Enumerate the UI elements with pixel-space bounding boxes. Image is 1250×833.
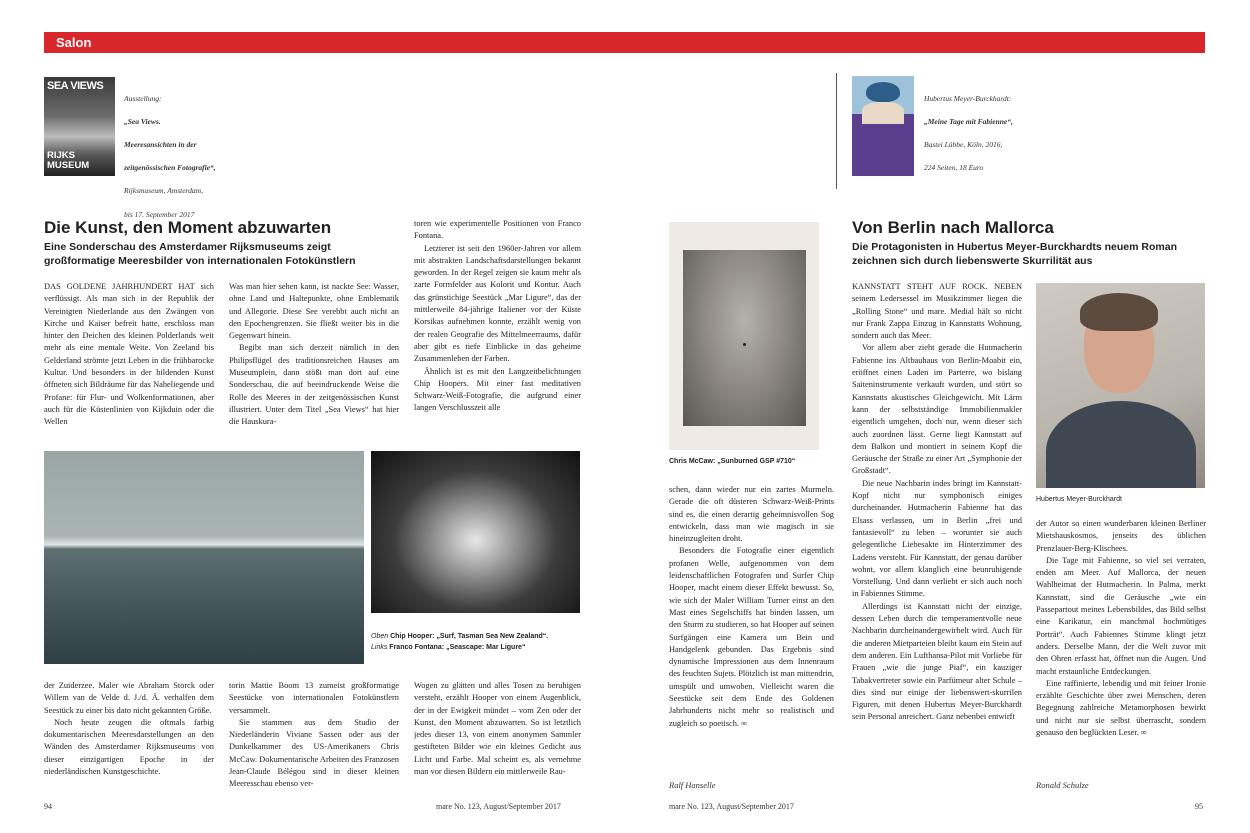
article2-signature: Ronald Schulze: [1036, 780, 1089, 790]
mccaw-caption: Chris McCaw: „Sunburned GSP #710“: [669, 458, 796, 465]
sun-dot: [743, 343, 746, 346]
divider-line: [836, 73, 837, 189]
poster-museum: RIJKS MUSEUM: [47, 150, 90, 171]
poster-title: SEA VIEWS: [47, 80, 104, 92]
paragraph: Die neue Nachbarin indes bringt im Kannstatt-Kopf nicht nur symphonisch einiges durcheinander. Hutmacherin Fabienne hat das Elsass verlassen, um in Berlin „frei und fantasievoll“ zu leben – worunter sie auch gelegentliche Liebesakte im Hinterzimmer des Ladens versteht. Für Kannstatt, der genau darüber wohnt, vor allem klanglich eine beunruhigende Vorstellung. Und dann verliebt er sich auch noch in Fabiennes Stimme.: [852, 478, 1022, 599]
paragraph: Wogen zu glätten und alles Tosen zu beruhigen versteht, erzählt Hooper von einem Augenblick, der in der Ewigkeit mündet – vom Zen oder der Kunst, den Moment abzuwarten. So ist letztlich jedes dieser 13, von einem anonymen Sammler gestifteten Bilder wie ein kleines Gedicht aus Licht und Farbe. Mal scheint es, als vernehme man vor diesen Bildern ein mittlerweile Rau-: [414, 681, 581, 777]
section-label: Salon: [56, 35, 92, 50]
paragraph: DAS GOLDENE JAHRHUNDERT HAT sich verflüssigt. Als man sich in der Republik der Vereinigten Niederlande aus den Zwängen von Kirche und Kaiser befreit hatte, erschloss man hinter den Deichen des kleinen Polderlands weit mehr als eine mentale Weite. Von Zeeland bis Gelderland strömte jetzt Leben in die frühbarocke Kultur. Und besonders in der bildenden Kunst öffneten sich Bildräume für das Naheliegende und Profane: für Flur- und Wolkenformationen, aber auch für die Küstenlinien von Kijkduin oder die Wellen: [44, 282, 214, 427]
article1-col4: [669, 484, 834, 764]
portrait-photo: [1036, 283, 1205, 488]
article1-col1-bottom: [44, 680, 214, 796]
info-line: „Sea Views.: [124, 116, 161, 126]
paragraph: Besonders die Fotografie einer eigentlich profanen Welle, aufgenommen von dem leidenschaftlichen Fotografen und Surfer Chip Hooper, macht einem dieser Effekt bewusst. So, wie sich der Maler William Turner einst an den Mast eines Segelschiffs hat binden lassen, um den Sturm zu studieren, so hat Hooper auf seinen Surfgängen eine Kamera um Bein und Handgelenk gebunden. Das Ergebnis sind dynamische Impressionen aus dem Innenraum des feuchten Sujets. Plötzlich ist man mittendrin, umspült und umwoben. Vielleicht waren die Seestücke seit dem Ende des Goldenen Jahrhunderts nicht mehr so realistisch und zugleich so poetisch. ∞: [669, 546, 834, 728]
article1-col2-bottom: [229, 680, 399, 796]
paragraph: Allerdings ist Kannstatt nicht der einzige, dessen Leben durch die temperamentvolle neue Nachbarin durcheinandergewirbelt wird. Auch für die anderen Mietparteien bleibt kaum ein Stein auf dem anderen. Ein Lufthansa-Pilot mit Vorliebe für Frauen „wie die junge Piaf“, ein kauziger Tabakvertreter sowie ein Parfümeur alter Schule – dies sind nur einige der liebenswert-skurrilen Figuren, mit denen Hubertus Meyer-Burckhardt sein Personal anreichert. Ganz nebenbei entwirft: [852, 601, 1022, 722]
caption-text: Franco Fontana: „Seascape: Mar Ligure“: [389, 644, 526, 651]
issue-info-left: mare No. 123, August/September 2017: [436, 802, 561, 811]
page-number-right: 95: [1195, 802, 1203, 811]
portrait-caption: Hubertus Meyer-Burckhardt: [1036, 496, 1122, 503]
paragraph: torin Mattie Boom 13 zumeist großformatige Seestücke von internationalen Fotokünstlern versammelt.: [229, 681, 399, 715]
paragraph: Vor allem aber zieht gerade die Hutmacherin Fabienne ins Altbauhaus von Berlin-Moabit ein, eröffnet einen Laden im Parterre, wo bislang Saiteninstrumente verkauft wurden, und stört so Kannstatts akustisches Gleichgewicht. Mit Lärm kann der selbstständige Immobilienmakler eigentlich umgehen, doch nur, wenn dieser sich auch zuordnen lässt. Gerne liegt Kannstatt auf dem Balkon und montiert in seinem Kopf die Geräusche der Straße zu einer Art „Symphonie der Großstadt“.: [852, 343, 1022, 476]
paragraph: Letzterer ist seit den 1960er-Jahren vor allem mit abstrakten Landschaftsdarstellungen bekannt geworden. In der Regel zeigen sie kaum mehr als zarte Formfelder aus Kolorit und Kontur. Auch das grünstichige Seestück „Mar Ligure“, das der mittlerweile 84-jährige Italiener vor der Küste Korsikas aufnehmen konnte, erzählt wenig von der realen Geografie des Mittelmeerraums, dafür aber gibt es tiefe Einblicke in das geheime Zusammenleben der Farben.: [414, 243, 581, 364]
exhibition-poster: [44, 77, 115, 176]
info-line: Rijksmuseum, Amsterdam,: [124, 186, 203, 196]
caption-label: Links: [371, 644, 388, 651]
info-line: bis 17. September 2017: [124, 209, 195, 219]
info-line: Bastei Lübbe, Köln, 2016,: [924, 139, 1003, 149]
info-line: 224 Seiten, 18 Euro: [924, 163, 984, 173]
portrait-hair: [1080, 293, 1158, 331]
info-line: Ausstellung:: [124, 93, 162, 103]
paragraph: Noch heute zeugen die oftmals farbig dokumentarischen Meeresdarstellungen an den Wänden des Amsterdamer Rijksmuseums von dieser einzigartigen Epoche in der niederländischen Kunstgeschichte.: [44, 717, 214, 777]
info-line: „Meine Tage mit Fabienne“,: [924, 116, 1013, 126]
info-line: zeitgenössischen Fotografie“,: [124, 163, 216, 173]
article1-subtitle: Eine Sonderschau des Amsterdamer Rijksmuseums zeigt großformatige Meeresbilder von internationalen Fotokünstlern: [44, 241, 356, 267]
photo-caption: [371, 631, 586, 653]
paragraph: KANNSTATT STEHT AUF ROCK. NEBEN seinem Ledersessel im Musikzimmer liegen die „Rolling Stone“ und mare. Medial hält so nicht nur Frank Zappa Einzug in Kannstatts Wohnung, sondern auch das Meer.: [852, 282, 1022, 341]
info-line: Hubertus Meyer-Burckhardt:: [924, 93, 1012, 103]
paragraph: Sie stammen aus dem Studio der Niederländerin Viviane Sassen oder aus der Dunkelkammer des US-Amerikaners Chris McCaw. Dokumentarische Arbeiten des Franzosen Jean-Claude Bélégou sind in dieser kleinen Meeresschau ebenso ver-: [229, 717, 399, 789]
paragraph: der Zuiderzee. Maler wie Abraham Storck oder Willem van de Velde d. J./d. Ä. verhalfen dem Seestück zu einer bis dato nicht gekannten Größe.: [44, 681, 214, 715]
paragraph: Begibt man sich derzeit nämlich in den Philipsflügel des traditionsreichen Hauses am Museumplein, dann stößt man dort auf eine Sonderschau, die auf beeindruckende Weise die Rolle des Meeres in der zeitgenössischen Kunst illustriert. Unter dem Titel „Sea Views“ hat hier die Hauskura-: [229, 343, 399, 427]
caption-label: Oben: [371, 633, 389, 640]
paragraph: Eine raffinierte, lebendig und mit feiner Ironie erzählte Geschichte über zwei Menschen, deren Begegnung zahlreiche Metamorphosen bewirkt und nicht nur sie selbst überrascht, sondern genauso den beglückten Leser. ∞: [1036, 678, 1206, 738]
book-info: [924, 81, 1074, 185]
section-bar: [44, 32, 1205, 53]
book-cover: [852, 76, 914, 176]
article1-col3-top: [414, 218, 581, 444]
caption-text: Chip Hooper: „Surf, Tasman Sea New Zealand“.: [390, 633, 549, 640]
photo-seascape-mar-ligure: [44, 451, 364, 664]
page-number-left: 94: [44, 802, 52, 811]
paragraph: Die Tage mit Fabienne, so viel sei verraten, enden am Meer. Auf Mallorca, der neuen Wahlheimat der Hutmacherin. In Palma, merkt Kannstatt, sind die Geräusche „wie ein Passepartout meines Lebensbildes, das Bild selbst eine Karikatur, ein manchmal hochmütiges Porträt“. Auch Fabiennes Stimme klingt jetzt anders. Derselbe Mann, der die Welt zuvor mit den Ohren erfasst hat, öffnet nun die Augen. Und macht erstaunliche Entdeckungen.: [1036, 555, 1206, 676]
photo-print: [683, 250, 806, 426]
caption-line: [371, 631, 586, 642]
paragraph: Ähnlich ist es mit den Langzeitbelichtungen Chip Hoopers. Mit einer fast meditativen Schwarz-Weiß-Fotografie, die aufgrund einer langen Verschlusszeit alle: [414, 366, 581, 413]
issue-info-right: mare No. 123, August/September 2017: [669, 802, 794, 811]
portrait-body: [1046, 401, 1196, 488]
article1-col3-bottom: [414, 680, 581, 796]
photo-sunburned: [669, 222, 819, 450]
article1-col2-top: [229, 281, 399, 444]
figure-body: [862, 102, 904, 124]
article2-col2: [1036, 518, 1206, 766]
photo-surf-tasman-sea: [371, 451, 580, 613]
article1-title: Die Kunst, den Moment abzuwarten: [44, 218, 332, 237]
exhibition-info: [124, 81, 264, 232]
article1-signature: Ralf Hanselle: [669, 780, 716, 790]
article2-title: Von Berlin nach Mallorca: [852, 218, 1054, 237]
article1-col1-top: [44, 281, 214, 444]
paragraph: Was man hier sehen kann, ist nackte See: Wasser, ohne Land und Haltepunkte, ohne Emblematik und Allegorie. Diese See verebbt auch nicht an den Epochengrenzen. Sie fließt weiter bis in die Gegenwart hinein.: [229, 282, 399, 341]
paragraph: der Autor so einen wunderbaren kleinen Berliner Mietshauskosmos, jenseits des üblichen Prenzlauer-Berg-Klischees.: [1036, 519, 1206, 553]
article2-col1: [852, 281, 1022, 795]
paragraph: toren wie experimentelle Positionen von Franco Fontana.: [414, 219, 581, 241]
caption-line: [371, 642, 586, 653]
article2-subtitle: Die Protagonisten in Hubertus Meyer-Burckhardts neuem Roman zeichnen sich durch liebenswerte Skurrilität aus: [852, 241, 1177, 267]
info-line: Meeresansichten in der: [124, 139, 197, 149]
paragraph: schen, dann wieder nur ein zartes Murmeln. Gerade die oft düsteren Schwarz-Weiß-Prints sind es, die einen derartig geheimnisvollen Sog entwickeln, dass man wie magisch in sie hineinzugleiten droht.: [669, 485, 834, 544]
hat-figure: [866, 82, 900, 102]
